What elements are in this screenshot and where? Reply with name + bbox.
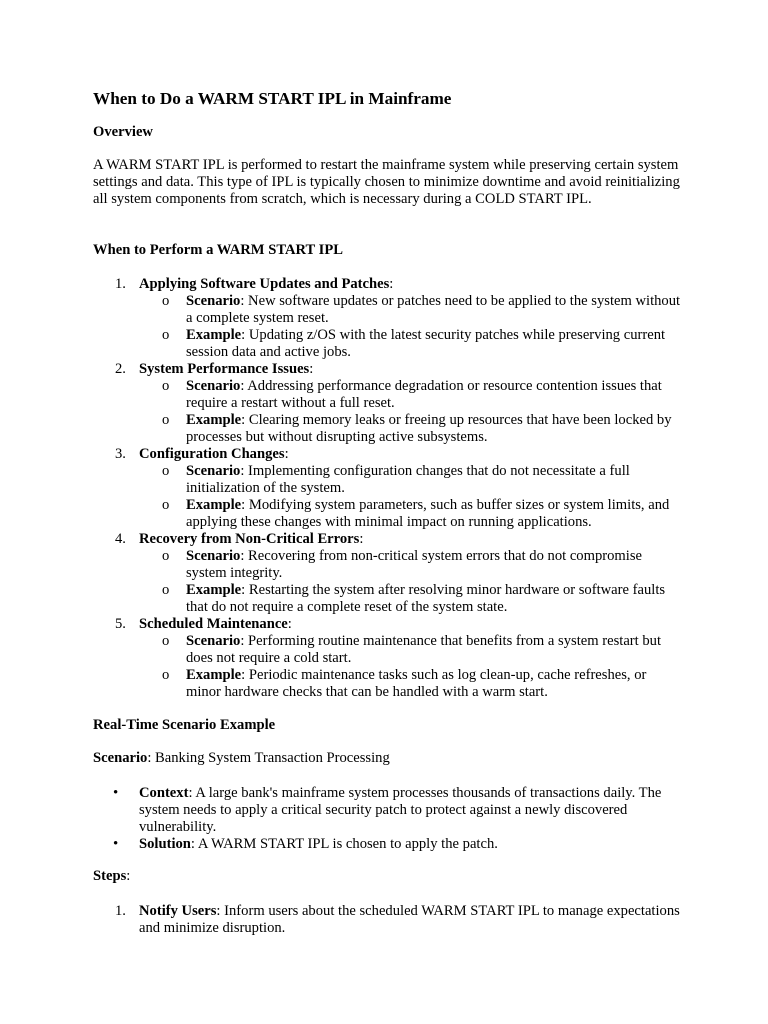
page-title: When to Do a WARM START IPL in Mainframe: [93, 89, 452, 108]
sub-item: o Example: Restarting the system after resolving minor hardware or software faults that do not require a complete reset of the system state.: [162, 582, 666, 615]
sub-item: o Scenario: Implementing configuration changes that do not necessitate a full initialization of the system.: [162, 463, 630, 496]
sub-marker: o: [162, 633, 170, 649]
overview-paragraph: A WARM START IPL is performed to restart the mainframe system while preserving certain system settings and data. This type of IPL is typically chosen to minimize downtime and avoid reinitializing all system components from scratch, which is necessary during a COLD START IPL.: [93, 157, 680, 207]
list-item: 5. Scheduled Maintenance:: [115, 616, 292, 632]
when-heading: When to Perform a WARM START IPL: [93, 242, 344, 258]
overview-heading: Overview: [93, 124, 153, 140]
item-number: 2.: [115, 361, 126, 377]
list-item: 4. Recovery from Non-Critical Errors:: [115, 531, 364, 547]
sub-item: o Example: Clearing memory leaks or freeing up resources that have been locked by processes but without disrupting active subsystems.: [162, 412, 672, 445]
sub-item: o Example: Updating z/OS with the latest security patches while preserving current session data and active jobs.: [162, 327, 666, 360]
sub-marker: o: [162, 582, 170, 598]
bullet-marker: •: [113, 785, 119, 801]
item-label: System Performance Issues: [139, 361, 310, 377]
item-number: 3.: [115, 446, 126, 462]
scenario-label: Scenario: [93, 750, 148, 766]
list-item: 1. Applying Software Updates and Patches:: [115, 276, 394, 292]
sub-item: o Scenario: Recovering from non-critical system errors that do not compromise system integrity.: [162, 548, 642, 581]
list-item: 3. Configuration Changes:: [115, 446, 289, 462]
bullet-marker: •: [113, 836, 119, 852]
scenario-text: Banking System Transaction Processing: [155, 750, 390, 766]
sub-item: o Scenario: Addressing performance degradation or resource contention issues that require a restart without a full reset.: [162, 378, 662, 411]
sub-item: o Example: Modifying system parameters, such as buffer sizes or system limits, and applying these changes with minimal impact on running applications.: [162, 497, 670, 530]
realtime-heading: Real-Time Scenario Example: [93, 717, 276, 733]
item-number: 1.: [115, 903, 126, 919]
item-label: Scheduled Maintenance: [139, 616, 288, 632]
bullet-item: • Solution: A WARM START IPL is chosen to apply the patch.: [113, 836, 498, 852]
item-number: 4.: [115, 531, 126, 547]
realtime-bullets: [93, 785, 683, 853]
sub-marker: o: [162, 327, 170, 343]
sub-marker: o: [162, 463, 170, 479]
sub-marker: o: [162, 378, 170, 394]
sub-item: o Scenario: New software updates or patches need to be applied to the system without a complete system reset.: [162, 293, 681, 326]
steps-heading: Steps:: [93, 868, 131, 884]
item-label: Recovery from Non-Critical Errors: [139, 531, 360, 547]
item-number: 1.: [115, 276, 126, 292]
sub-item: o Scenario: Performing routine maintenance that benefits from a system restart but does not require a cold start.: [162, 633, 662, 666]
sub-marker: o: [162, 548, 170, 564]
when-list: [93, 276, 683, 701]
item-number: 5.: [115, 616, 126, 632]
list-item: 2. System Performance Issues:: [115, 361, 314, 377]
sub-marker: o: [162, 293, 170, 309]
sub-item: o Example: Periodic maintenance tasks such as log clean-up, cache refreshes, or minor hardware checks that can be handled with a warm start.: [162, 667, 647, 700]
steps-list: [93, 903, 683, 937]
sub-marker: o: [162, 412, 170, 428]
item-label: Applying Software Updates and Patches: [139, 276, 390, 292]
item-label: Configuration Changes: [139, 446, 285, 462]
bullet-item: • Context: A large bank's mainframe system processes thousands of transactions daily. The system needs to apply a critical security patch to protect against a newly discovered vulnerability.: [113, 785, 662, 835]
scenario-line: Scenario: Banking System Transaction Processing: [93, 750, 390, 766]
sub-marker: o: [162, 667, 170, 683]
list-item: 1. Notify Users: Inform users about the scheduled WARM START IPL to manage expectations and minimize disruption.: [115, 903, 680, 936]
sub-marker: o: [162, 497, 170, 513]
